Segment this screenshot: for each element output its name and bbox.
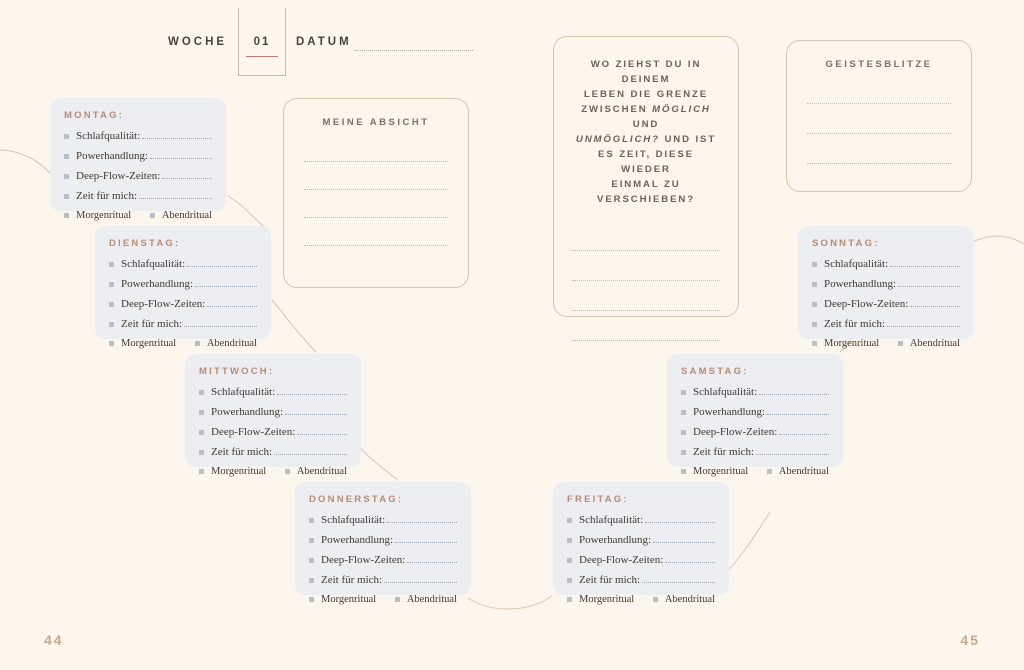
checkbox-square-icon[interactable] xyxy=(309,578,314,583)
datum-label: DATUM xyxy=(296,36,352,48)
row-powerhandlung[interactable] xyxy=(812,278,960,290)
checkbox-square-icon[interactable] xyxy=(567,578,572,583)
write-line[interactable] xyxy=(387,521,457,523)
abendritual-label: Abendritual xyxy=(406,594,457,605)
morgenritual-check[interactable] xyxy=(812,338,879,349)
write-line[interactable] xyxy=(150,157,212,159)
day-wednesday-title: MITTWOCH: xyxy=(199,366,275,377)
quote-line-4-b: UND IST xyxy=(659,134,717,145)
row-label: Deep-Flow-Zeiten: xyxy=(211,426,296,438)
row-label: Zeit für mich: xyxy=(824,318,886,330)
write-line[interactable] xyxy=(807,102,951,104)
day-sunday-title: SONNTAG: xyxy=(812,238,880,249)
write-line[interactable] xyxy=(285,413,347,415)
checkbox-square-icon[interactable] xyxy=(64,194,69,199)
write-line[interactable] xyxy=(887,325,960,327)
checkbox-square-icon[interactable] xyxy=(199,430,204,435)
day-tuesday xyxy=(95,226,271,349)
row-label: Powerhandlung: xyxy=(693,406,766,418)
morgenritual-label: Morgenritual xyxy=(121,338,177,349)
checkbox-square-icon[interactable] xyxy=(812,322,817,327)
day-friday-title: FREITAG: xyxy=(567,494,629,505)
row-label: Deep-Flow-Zeiten: xyxy=(76,170,161,182)
morgenritual-label: Morgenritual xyxy=(824,338,880,349)
morgenritual-label: Morgenritual xyxy=(76,210,132,221)
write-line[interactable] xyxy=(297,433,347,435)
row-label: Zeit für mich: xyxy=(579,574,641,586)
row-schlafqualitaet[interactable] xyxy=(109,258,257,270)
write-line[interactable] xyxy=(572,309,720,311)
row-zeit-fuer-mich[interactable] xyxy=(309,574,457,586)
row-label: Zeit für mich: xyxy=(121,318,183,330)
quote-line-3 xyxy=(572,102,720,132)
write-line[interactable] xyxy=(759,393,829,395)
row-label: Deep-Flow-Zeiten: xyxy=(824,298,909,310)
row-rituals[interactable] xyxy=(567,594,715,605)
row-zeit-fuer-mich[interactable] xyxy=(681,446,829,458)
page-title xyxy=(168,36,227,48)
day-monday xyxy=(50,98,226,221)
checkbox-square-icon[interactable] xyxy=(681,430,686,435)
row-deep-flow-zeiten[interactable] xyxy=(109,298,257,310)
abendritual-label: Abendritual xyxy=(778,466,829,477)
row-label: Deep-Flow-Zeiten: xyxy=(693,426,778,438)
row-label: Schlafqualität: xyxy=(321,514,386,526)
morgenritual-check[interactable] xyxy=(567,594,634,605)
row-rituals[interactable] xyxy=(109,338,257,349)
row-schlafqualitaet[interactable] xyxy=(64,130,212,142)
row-zeit-fuer-mich[interactable] xyxy=(64,190,212,202)
checkbox-square-icon[interactable] xyxy=(195,341,200,346)
checkbox-square-icon[interactable] xyxy=(309,538,314,543)
quote-line-5: ES ZEIT, DIESE WIEDER xyxy=(598,149,694,175)
checkbox-square-icon[interactable] xyxy=(767,469,772,474)
checkbox-square-icon[interactable] xyxy=(812,341,817,346)
day-saturday-title: SAMSTAG: xyxy=(681,366,749,377)
write-line[interactable] xyxy=(304,188,448,190)
write-line[interactable] xyxy=(653,541,715,543)
write-line[interactable] xyxy=(572,249,720,251)
row-zeit-fuer-mich[interactable] xyxy=(812,318,960,330)
checkbox-square-icon[interactable] xyxy=(64,154,69,159)
checkbox-square-icon[interactable] xyxy=(199,390,204,395)
checkbox-square-icon[interactable] xyxy=(109,282,114,287)
write-line[interactable] xyxy=(395,541,457,543)
quote-line-3-b: UND xyxy=(632,119,660,130)
write-line[interactable] xyxy=(187,265,257,267)
checkbox-square-icon[interactable] xyxy=(681,450,686,455)
checkbox-square-icon[interactable] xyxy=(64,134,69,139)
row-label: Zeit für mich: xyxy=(211,446,273,458)
morgenritual-check[interactable] xyxy=(109,338,176,349)
ideas-box xyxy=(786,40,972,192)
quote-line-2: LEBEN DIE GRENZE xyxy=(583,89,709,100)
day-tuesday-title: DIENSTAG: xyxy=(109,238,181,249)
checkbox-square-icon[interactable] xyxy=(309,518,314,523)
datum-input-line[interactable] xyxy=(355,50,473,51)
checkbox-square-icon[interactable] xyxy=(64,174,69,179)
write-line[interactable] xyxy=(807,162,951,164)
row-zeit-fuer-mich[interactable] xyxy=(109,318,257,330)
write-line[interactable] xyxy=(665,561,715,563)
day-monday-title: MONTAG: xyxy=(64,110,125,121)
page-number-left: 44 xyxy=(44,632,64,648)
checkbox-square-icon[interactable] xyxy=(812,282,817,287)
abendritual-check[interactable] xyxy=(285,466,347,477)
write-line[interactable] xyxy=(304,216,448,218)
row-label: Zeit für mich: xyxy=(321,574,383,586)
day-thursday-title: DONNERSTAG: xyxy=(309,494,404,505)
write-line[interactable] xyxy=(207,305,257,307)
row-label: Deep-Flow-Zeiten: xyxy=(321,554,406,566)
abendritual-check[interactable] xyxy=(195,338,257,349)
row-rituals[interactable] xyxy=(812,338,960,349)
intention-title: MEINE ABSICHT xyxy=(322,117,430,128)
row-label: Schlafqualität: xyxy=(693,386,758,398)
abendritual-label: Abendritual xyxy=(161,210,212,221)
checkbox-square-icon[interactable] xyxy=(681,410,686,415)
morgenritual-label: Morgenritual xyxy=(321,594,377,605)
woche-label: WOCHE xyxy=(168,36,228,48)
abendritual-check[interactable] xyxy=(898,338,960,349)
day-thursday xyxy=(295,482,471,605)
checkbox-square-icon[interactable] xyxy=(109,262,114,267)
row-label: Schlafqualität: xyxy=(824,258,889,270)
write-line[interactable] xyxy=(898,285,960,287)
checkbox-square-icon[interactable] xyxy=(64,213,69,218)
row-schlafqualitaet[interactable] xyxy=(567,514,715,526)
row-powerhandlung[interactable] xyxy=(681,406,829,418)
write-line[interactable] xyxy=(384,581,457,583)
row-schlafqualitaet[interactable] xyxy=(309,514,457,526)
day-sunday xyxy=(798,226,974,349)
checkbox-square-icon[interactable] xyxy=(898,341,903,346)
write-line[interactable] xyxy=(645,521,715,523)
ideas-title: GEISTESBLITZE xyxy=(825,59,933,70)
week-number[interactable]: 01 xyxy=(253,36,271,48)
checkbox-square-icon[interactable] xyxy=(150,213,155,218)
row-label: Powerhandlung: xyxy=(76,150,149,162)
row-powerhandlung[interactable] xyxy=(199,406,347,418)
row-deep-flow-zeiten[interactable] xyxy=(199,426,347,438)
quote-emphasis-unmoeglich: UNMÖGLICH? xyxy=(575,134,660,145)
checkbox-square-icon[interactable] xyxy=(109,322,114,327)
quote-text xyxy=(572,57,720,207)
row-deep-flow-zeiten[interactable] xyxy=(681,426,829,438)
abendritual-label: Abendritual xyxy=(909,338,960,349)
quote-line-3-a: ZWISCHEN xyxy=(581,104,653,115)
write-line[interactable] xyxy=(779,433,829,435)
abendritual-label: Abendritual xyxy=(664,594,715,605)
checkbox-square-icon[interactable] xyxy=(567,538,572,543)
checkbox-square-icon[interactable] xyxy=(567,597,572,602)
write-line[interactable] xyxy=(572,339,720,341)
checkbox-square-icon[interactable] xyxy=(309,597,314,602)
row-rituals[interactable] xyxy=(199,466,347,477)
write-line[interactable] xyxy=(767,413,829,415)
row-label: Powerhandlung: xyxy=(121,278,194,290)
row-powerhandlung[interactable] xyxy=(567,534,715,546)
checkbox-square-icon[interactable] xyxy=(812,262,817,267)
write-line[interactable] xyxy=(195,285,257,287)
row-label: Powerhandlung: xyxy=(824,278,897,290)
page-number-right: 45 xyxy=(960,632,980,648)
quote-line-4 xyxy=(572,132,720,147)
write-line[interactable] xyxy=(142,137,212,139)
checkbox-square-icon[interactable] xyxy=(199,469,204,474)
row-rituals[interactable] xyxy=(309,594,457,605)
row-deep-flow-zeiten[interactable] xyxy=(812,298,960,310)
row-deep-flow-zeiten[interactable] xyxy=(567,554,715,566)
morgenritual-check[interactable] xyxy=(309,594,376,605)
write-line[interactable] xyxy=(642,581,715,583)
abendritual-check[interactable] xyxy=(150,210,212,221)
row-label: Powerhandlung: xyxy=(579,534,652,546)
row-label: Schlafqualität: xyxy=(579,514,644,526)
write-line[interactable] xyxy=(756,453,829,455)
write-line[interactable] xyxy=(910,305,960,307)
write-line[interactable] xyxy=(407,561,457,563)
write-line[interactable] xyxy=(890,265,960,267)
write-line[interactable] xyxy=(572,279,720,281)
row-zeit-fuer-mich[interactable] xyxy=(199,446,347,458)
write-line[interactable] xyxy=(139,197,212,199)
morgenritual-check[interactable] xyxy=(64,210,131,221)
write-line[interactable] xyxy=(184,325,257,327)
row-rituals[interactable] xyxy=(681,466,829,477)
abendritual-label: Abendritual xyxy=(296,466,347,477)
row-powerhandlung[interactable] xyxy=(64,150,212,162)
week-number-underline xyxy=(246,56,278,57)
row-deep-flow-zeiten[interactable] xyxy=(64,170,212,182)
row-powerhandlung[interactable] xyxy=(309,534,457,546)
checkbox-square-icon[interactable] xyxy=(109,302,114,307)
row-powerhandlung[interactable] xyxy=(109,278,257,290)
morgenritual-label: Morgenritual xyxy=(211,466,267,477)
row-label: Schlafqualität: xyxy=(211,386,276,398)
quote-line-6: EINMAL ZU VERSCHIEBEN? xyxy=(597,179,695,205)
day-wednesday xyxy=(185,354,361,477)
day-friday xyxy=(553,482,729,605)
quote-line-1: WO ZIEHST DU IN DEINEM xyxy=(590,59,702,85)
checkbox-square-icon[interactable] xyxy=(567,558,572,563)
write-line[interactable] xyxy=(304,160,448,162)
abendritual-check[interactable] xyxy=(767,466,829,477)
quote-emphasis-moeglich: MÖGLICH xyxy=(652,104,711,115)
row-label: Deep-Flow-Zeiten: xyxy=(579,554,664,566)
checkbox-square-icon[interactable] xyxy=(653,597,658,602)
checkbox-square-icon[interactable] xyxy=(395,597,400,602)
row-schlafqualitaet[interactable] xyxy=(681,386,829,398)
row-schlafqualitaet[interactable] xyxy=(199,386,347,398)
row-label: Powerhandlung: xyxy=(321,534,394,546)
row-zeit-fuer-mich[interactable] xyxy=(567,574,715,586)
checkbox-square-icon[interactable] xyxy=(681,469,686,474)
morgenritual-label: Morgenritual xyxy=(693,466,749,477)
row-deep-flow-zeiten[interactable] xyxy=(309,554,457,566)
morgenritual-check[interactable] xyxy=(199,466,266,477)
write-line[interactable] xyxy=(807,132,951,134)
row-schlafqualitaet[interactable] xyxy=(812,258,960,270)
write-line[interactable] xyxy=(162,177,212,179)
checkbox-square-icon[interactable] xyxy=(681,390,686,395)
row-label: Zeit für mich: xyxy=(76,190,138,202)
abendritual-label: Abendritual xyxy=(206,338,257,349)
day-saturday xyxy=(667,354,843,477)
write-line[interactable] xyxy=(304,244,448,246)
morgenritual-label: Morgenritual xyxy=(579,594,635,605)
checkbox-square-icon[interactable] xyxy=(812,302,817,307)
quote-box xyxy=(553,36,739,317)
row-label: Powerhandlung: xyxy=(211,406,284,418)
checkbox-square-icon[interactable] xyxy=(309,558,314,563)
row-label: Schlafqualität: xyxy=(121,258,186,270)
checkbox-square-icon[interactable] xyxy=(109,341,114,346)
checkbox-square-icon[interactable] xyxy=(199,410,204,415)
morgenritual-check[interactable] xyxy=(681,466,748,477)
checkbox-square-icon[interactable] xyxy=(285,469,290,474)
row-label: Schlafqualität: xyxy=(76,130,141,142)
abendritual-check[interactable] xyxy=(395,594,457,605)
intention-box xyxy=(283,98,469,288)
checkbox-square-icon[interactable] xyxy=(567,518,572,523)
abendritual-check[interactable] xyxy=(653,594,715,605)
write-line[interactable] xyxy=(277,393,347,395)
row-label: Deep-Flow-Zeiten: xyxy=(121,298,206,310)
row-label: Zeit für mich: xyxy=(693,446,755,458)
row-rituals[interactable] xyxy=(64,210,212,221)
write-line[interactable] xyxy=(274,453,347,455)
checkbox-square-icon[interactable] xyxy=(199,450,204,455)
